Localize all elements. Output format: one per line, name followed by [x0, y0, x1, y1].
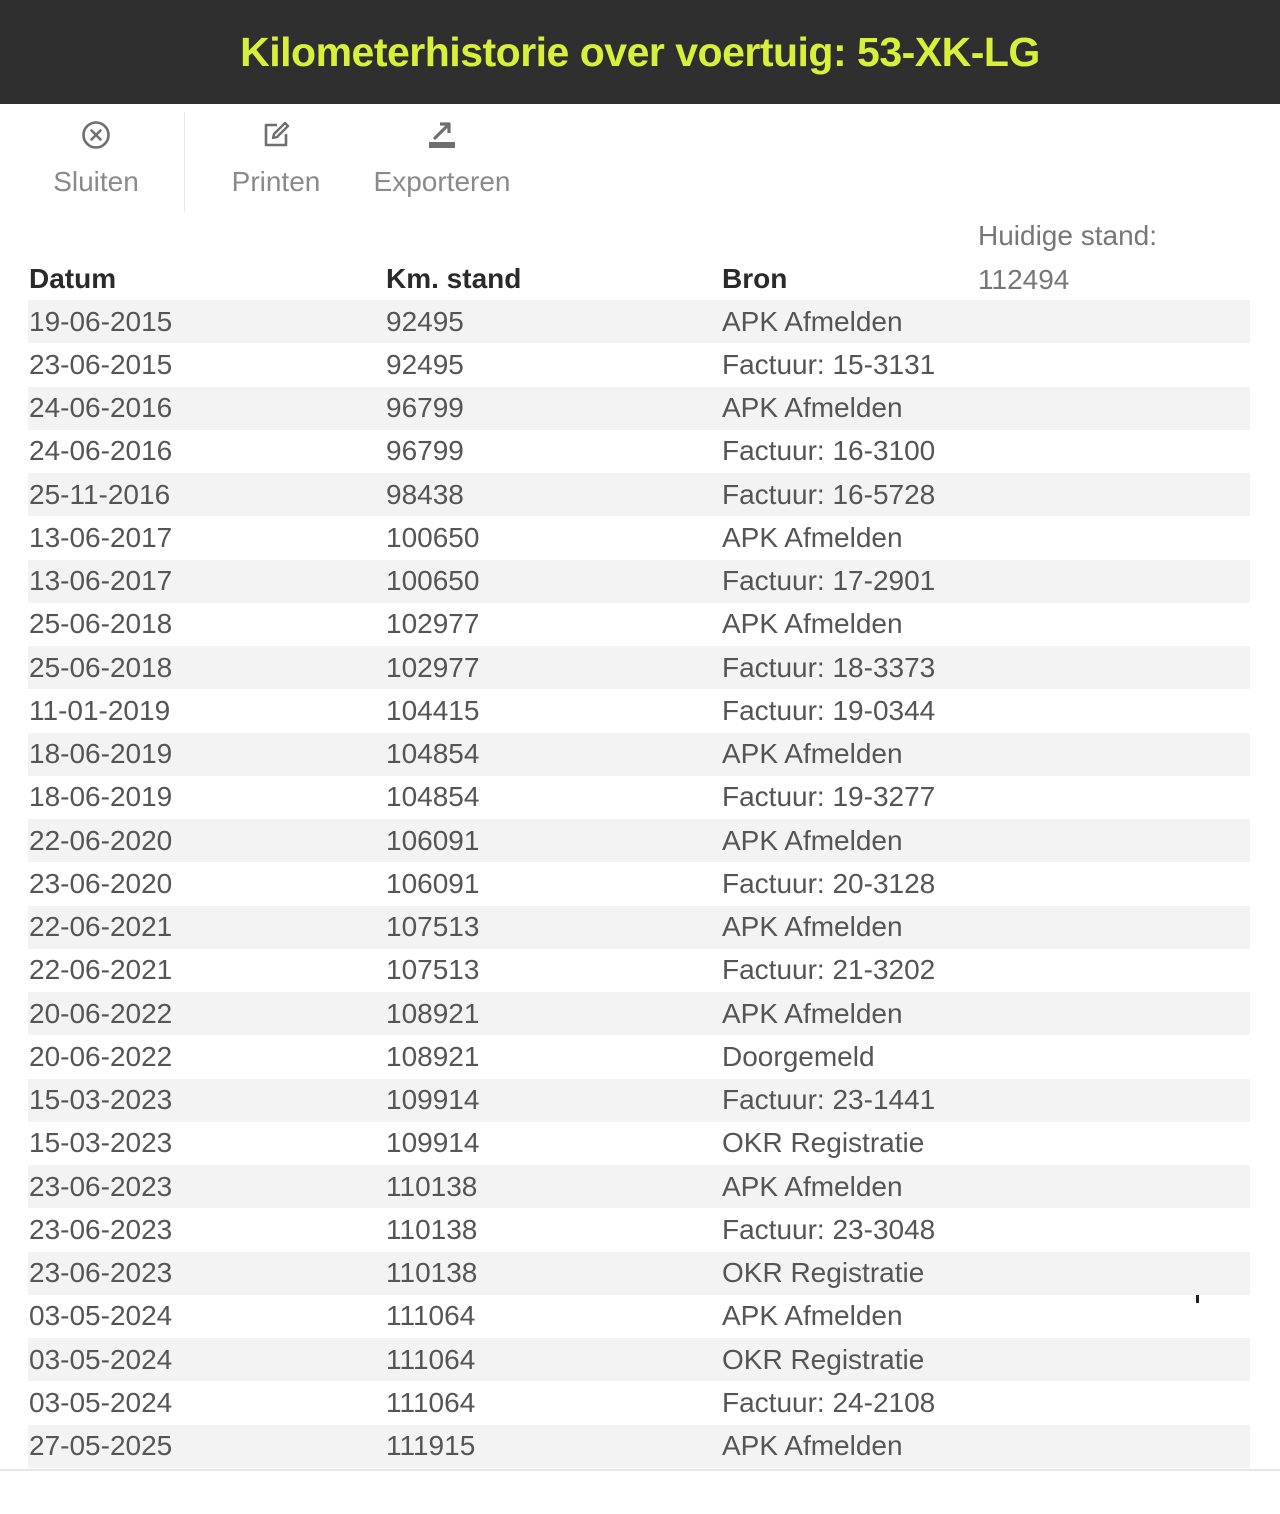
- cell-date: 18-06-2019: [29, 781, 173, 813]
- cell-date: 25-06-2018: [29, 651, 173, 683]
- cell-date: 03-05-2024: [29, 1343, 173, 1375]
- cell-date: 23-06-2023: [29, 1213, 173, 1245]
- cell-date: 23-06-2015: [29, 348, 173, 380]
- cell-mileage: 111064: [386, 1343, 476, 1375]
- cell-mileage: 106091: [386, 824, 480, 856]
- cell-date: 24-06-2016: [29, 435, 173, 467]
- cell-source: APK Afmelden: [722, 1430, 903, 1462]
- cell-source: Factuur: 16-3100: [722, 435, 936, 467]
- cell-mileage: 102977: [386, 608, 480, 640]
- cell-mileage: 111064: [386, 1386, 476, 1418]
- cell-date: 20-06-2022: [29, 1040, 173, 1072]
- cell-mileage: 92495: [386, 348, 464, 380]
- bottom-divider: [0, 1469, 1280, 1471]
- table-row: [28, 689, 1250, 732]
- cell-source: Factuur: 20-3128: [722, 867, 936, 899]
- cell-source: APK Afmelden: [722, 1300, 903, 1332]
- cell-date: 23-06-2023: [29, 1257, 173, 1289]
- table-body: [28, 300, 1250, 1468]
- mileage-table: [28, 258, 1250, 1468]
- cell-mileage: 102977: [386, 651, 480, 683]
- cell-source: Factuur: 24-2108: [722, 1386, 936, 1418]
- table-row: [28, 560, 1250, 603]
- cell-source: Factuur: 19-3277: [722, 781, 936, 813]
- cell-source: OKR Registratie: [722, 1257, 925, 1289]
- close-circle-icon: [79, 118, 113, 152]
- cell-mileage: 110138: [386, 1257, 478, 1289]
- table-row: [28, 646, 1250, 689]
- cell-mileage: 96799: [386, 392, 464, 424]
- cell-date: 15-03-2023: [29, 1127, 173, 1159]
- cell-mileage: 107513: [386, 954, 480, 986]
- table-row: [28, 387, 1250, 430]
- cell-date: 25-11-2016: [29, 478, 171, 510]
- table-row: [28, 300, 1250, 343]
- cell-mileage: 109914: [386, 1127, 480, 1159]
- cell-mileage: 107513: [386, 911, 480, 943]
- cell-source: APK Afmelden: [722, 305, 903, 337]
- cell-mileage: 111064: [386, 1300, 476, 1332]
- export-button[interactable]: [366, 118, 518, 198]
- cell-mileage: 109914: [386, 1084, 480, 1116]
- cell-source: Factuur: 23-1441: [722, 1084, 936, 1116]
- cell-mileage: 100650: [386, 521, 480, 553]
- cell-mileage: 100650: [386, 565, 480, 597]
- table-header: [28, 258, 1250, 300]
- cell-source: OKR Registratie: [722, 1127, 925, 1159]
- stray-mark: [1196, 1295, 1199, 1303]
- cell-date: 27-05-2025: [29, 1430, 173, 1462]
- cell-date: 15-03-2023: [29, 1084, 173, 1116]
- cell-mileage: 108921: [386, 1040, 480, 1072]
- cell-source: APK Afmelden: [722, 521, 903, 553]
- cell-date: 13-06-2017: [29, 565, 173, 597]
- cell-mileage: 96799: [386, 435, 464, 467]
- table-row: [28, 1338, 1250, 1381]
- cell-source: APK Afmelden: [722, 738, 903, 770]
- table-row: [28, 603, 1250, 646]
- cell-source: OKR Registratie: [722, 1343, 925, 1375]
- close-button-label: Sluiten: [53, 166, 139, 197]
- cell-source: APK Afmelden: [722, 608, 903, 640]
- cell-mileage: 104415: [386, 694, 480, 726]
- cell-mileage: 108921: [386, 997, 480, 1029]
- cell-source: Factuur: 18-3373: [722, 651, 936, 683]
- cell-source: APK Afmelden: [722, 1170, 903, 1202]
- table-row: [28, 992, 1250, 1035]
- page-title: Kilometerhistorie over voertuig: 53-XK-LG: [240, 28, 1040, 75]
- cell-date: 19-06-2015: [29, 305, 173, 337]
- cell-source: Factuur: 21-3202: [722, 954, 936, 986]
- export-icon: [425, 118, 459, 152]
- close-button[interactable]: [48, 118, 144, 198]
- table-row: [28, 949, 1250, 992]
- table-row: [28, 1079, 1250, 1122]
- header-mileage: Km. stand: [386, 263, 522, 294]
- toolbar-divider: [184, 112, 185, 212]
- cell-source: APK Afmelden: [722, 392, 903, 424]
- cell-date: 20-06-2022: [29, 997, 173, 1029]
- table-row: [28, 1208, 1250, 1251]
- cell-mileage: 104854: [386, 738, 480, 770]
- table-row: [28, 473, 1250, 516]
- cell-mileage: 110138: [386, 1170, 478, 1202]
- table-row: [28, 1035, 1250, 1078]
- cell-source: Factuur: 16-5728: [722, 478, 936, 510]
- header-date: Datum: [29, 263, 117, 294]
- table-row: [28, 906, 1250, 949]
- table-row: [28, 516, 1250, 559]
- table-row: [28, 343, 1250, 386]
- cell-source: Factuur: 23-3048: [722, 1213, 936, 1245]
- header-source: Bron: [722, 263, 788, 294]
- table-row: [28, 819, 1250, 862]
- cell-mileage: 106091: [386, 867, 480, 899]
- cell-date: 13-06-2017: [29, 521, 173, 553]
- table-row: [28, 1381, 1250, 1424]
- title-bar: [0, 0, 1280, 104]
- table-row: [28, 1252, 1250, 1295]
- cell-date: 18-06-2019: [29, 738, 173, 770]
- table-row: [28, 733, 1250, 776]
- cell-date: 03-05-2024: [29, 1300, 173, 1332]
- table-row: [28, 1425, 1250, 1468]
- print-button-label: Printen: [231, 166, 321, 197]
- cell-source: Factuur: 19-0344: [722, 694, 936, 726]
- cell-date: 24-06-2016: [29, 392, 173, 424]
- table-row: [28, 1165, 1250, 1208]
- cell-date: 03-05-2024: [29, 1386, 173, 1418]
- table-row: [28, 776, 1250, 819]
- edit-icon: [259, 118, 293, 152]
- current-mileage-label: Huidige stand:: [978, 220, 1158, 251]
- cell-date: 22-06-2021: [29, 911, 173, 943]
- cell-date: 23-06-2023: [29, 1170, 173, 1202]
- cell-source: Doorgemeld: [722, 1040, 875, 1072]
- cell-mileage: 110138: [386, 1213, 478, 1245]
- table-row: [28, 862, 1250, 905]
- cell-source: APK Afmelden: [722, 824, 903, 856]
- cell-date: 23-06-2020: [29, 867, 173, 899]
- cell-date: 22-06-2021: [29, 954, 173, 986]
- cell-date: 22-06-2020: [29, 824, 173, 856]
- cell-mileage: 98438: [386, 478, 464, 510]
- export-button-label: Exporteren: [373, 166, 511, 197]
- cell-date: 11-01-2019: [29, 694, 171, 726]
- cell-mileage: 104854: [386, 781, 480, 813]
- cell-source: APK Afmelden: [722, 997, 903, 1029]
- table-row: [28, 1122, 1250, 1165]
- cell-source: Factuur: 17-2901: [722, 565, 936, 597]
- cell-mileage: 92495: [386, 305, 464, 337]
- table-row: [28, 430, 1250, 473]
- cell-date: 25-06-2018: [29, 608, 173, 640]
- cell-source: APK Afmelden: [722, 911, 903, 943]
- table-row: [28, 1295, 1250, 1338]
- cell-source: Factuur: 15-3131: [722, 348, 936, 380]
- cell-mileage: 111915: [386, 1430, 476, 1462]
- print-button[interactable]: [226, 118, 326, 198]
- current-mileage-value: 112494: [978, 264, 1070, 295]
